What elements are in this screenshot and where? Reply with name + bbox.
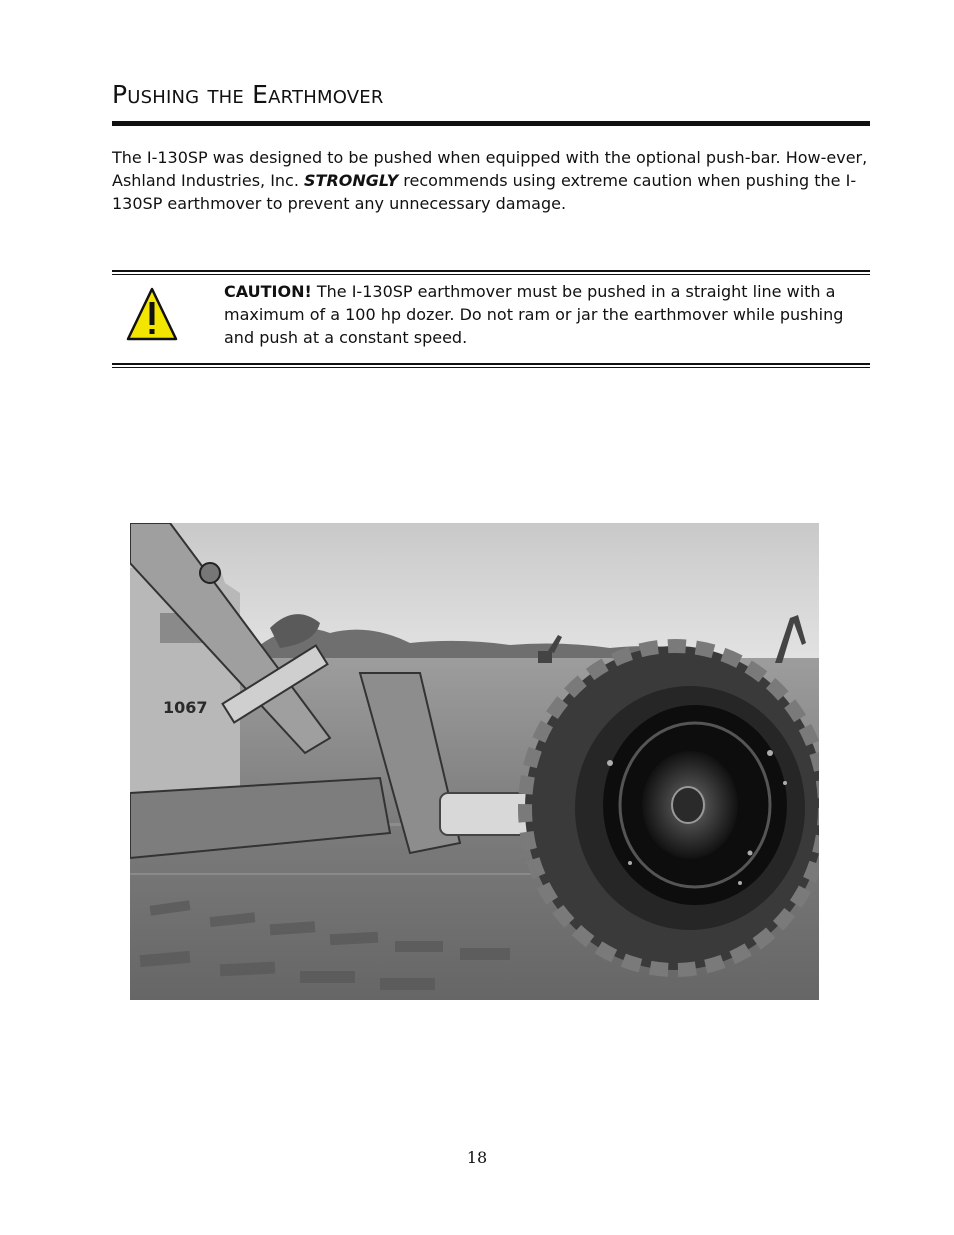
- caution-text: The I-130SP earthmover must be pushed in a straight line with a maximum of a 100 hp dozer. Do not ram or jar the earthmover while pushing and push at a constant speed.: [224, 282, 844, 347]
- caution-box: [112, 270, 870, 369]
- caution-label: CAUTION!: [224, 282, 312, 301]
- photo-illustration: [130, 523, 819, 1000]
- page-number: 18: [466, 1148, 488, 1167]
- intro-emphasis: STRONGLY: [304, 171, 399, 190]
- intro-text-before: The I-130SP was designed to be pushed when equipped with the optional push-bar. How-ever, Ashland Industries, Inc.: [112, 148, 868, 190]
- title-rule: [112, 121, 870, 126]
- warning-triangle-icon: [126, 286, 178, 342]
- machine-number: 1067: [163, 698, 208, 717]
- caution-top-rule: [112, 270, 870, 272]
- caution-message: [224, 280, 870, 349]
- caution-bottom-rule: [112, 363, 870, 365]
- page-title: Pushing the Earthmover: [112, 80, 384, 109]
- intro-text-after: recommends using extreme caution when pushing the I-130SP earthmover to prevent any unnecessary damage.: [112, 171, 857, 213]
- intro-paragraph: [112, 146, 872, 215]
- dozer-pushing-earthmover-photo: [130, 523, 819, 1000]
